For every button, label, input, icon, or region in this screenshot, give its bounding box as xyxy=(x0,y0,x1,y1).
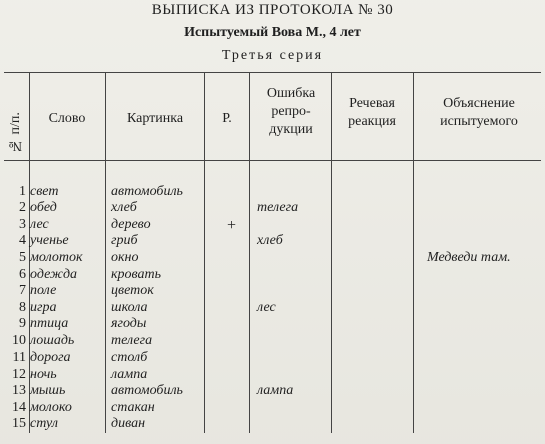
subject-line: Испытуемый Вова М., 4 лет xyxy=(184,25,361,40)
table-row xyxy=(0,332,545,349)
column-header-number: № п/п. xyxy=(8,112,23,154)
table-row xyxy=(0,282,545,299)
row-picture: хлеб xyxy=(111,200,137,215)
page-title: ВЫПИСКА ИЗ ПРОТОКОЛА № 30 xyxy=(151,2,394,18)
table-row xyxy=(0,366,545,383)
row-number: 6 xyxy=(19,267,26,282)
row-picture: столб xyxy=(111,350,148,365)
row-number: 8 xyxy=(19,300,26,315)
table-row xyxy=(0,249,545,266)
row-picture: автомобиль xyxy=(111,383,183,398)
table-row xyxy=(0,415,545,432)
row-picture: автомобиль xyxy=(111,184,183,199)
row-number: 11 xyxy=(12,350,26,365)
row-picture: телега xyxy=(111,333,153,348)
row-word: свет xyxy=(30,184,59,199)
row-number: 10 xyxy=(12,333,26,348)
row-word: молоко xyxy=(30,400,72,415)
row-number: 3 xyxy=(19,217,26,232)
row-number: 9 xyxy=(19,316,26,331)
row-word: одежда xyxy=(30,267,78,282)
row-picture: цветок xyxy=(111,283,154,298)
table-header-rule xyxy=(4,160,541,161)
column-header-word: Слово xyxy=(48,111,86,126)
row-word: дорога xyxy=(30,350,71,365)
row-number: 1 xyxy=(19,184,26,199)
row-word: ученье xyxy=(30,233,69,248)
row-error-reproduction: лес xyxy=(257,300,276,315)
row-explanation: Медведи там. xyxy=(427,250,511,265)
row-number: 5 xyxy=(19,250,26,265)
row-word: ночь xyxy=(30,367,57,382)
row-picture: дерево xyxy=(111,217,151,232)
table-top-rule xyxy=(4,72,541,73)
row-error-reproduction: хлеб xyxy=(257,233,283,248)
table-row xyxy=(0,349,545,366)
row-picture: лампа xyxy=(111,367,148,382)
column-header-speech-line-2: реакция xyxy=(348,114,396,129)
row-picture: школа xyxy=(111,300,148,315)
row-word: игра xyxy=(30,300,57,315)
row-number: 14 xyxy=(12,400,26,415)
row-picture: диван xyxy=(111,416,146,431)
column-header-explanation-line-1: Объяснение xyxy=(443,96,515,111)
row-error-reproduction: телега xyxy=(257,200,299,215)
row-word: стул xyxy=(30,416,58,431)
row-number: 15 xyxy=(12,416,26,431)
table-row xyxy=(0,315,545,332)
row-number: 2 xyxy=(19,200,26,215)
row-picture: ягоды xyxy=(111,316,147,331)
row-word: обед xyxy=(30,200,57,215)
row-error-reproduction: лампа xyxy=(257,383,294,398)
row-word: лошадь xyxy=(30,333,75,348)
table-row xyxy=(0,399,545,416)
column-header-picture: Картинка xyxy=(126,111,184,126)
row-word: поле xyxy=(30,283,57,298)
table-row xyxy=(0,232,545,249)
table-row xyxy=(0,266,545,283)
column-header-error-line-3: дукции xyxy=(269,122,313,137)
table-row xyxy=(0,199,545,216)
row-word: птица xyxy=(30,316,69,331)
table-row xyxy=(0,216,545,233)
column-header-speech-line-1: Речевая xyxy=(349,96,395,111)
row-number: 13 xyxy=(12,383,26,398)
row-picture: гриб xyxy=(111,233,138,248)
column-header-error-line-2: репро- xyxy=(271,104,311,119)
row-picture: стакан xyxy=(111,400,155,415)
row-word: молоток xyxy=(30,250,83,265)
row-word: лес xyxy=(30,217,49,232)
plus-mark: + xyxy=(227,217,237,234)
column-header-explanation-line-2: испытуемого xyxy=(440,114,518,129)
row-word: мышь xyxy=(30,383,66,398)
row-picture: кровать xyxy=(111,267,162,282)
row-number: 4 xyxy=(19,233,26,248)
column-header-error-line-1: Ошибка xyxy=(266,86,316,101)
table-row xyxy=(0,382,545,399)
row-number: 12 xyxy=(12,367,26,382)
row-number: 7 xyxy=(19,283,26,298)
table-row xyxy=(0,183,545,200)
column-header-r: Р. xyxy=(222,111,232,126)
row-picture: окно xyxy=(111,250,139,265)
table-row xyxy=(0,299,545,316)
series-title: Третья серия xyxy=(221,48,324,63)
